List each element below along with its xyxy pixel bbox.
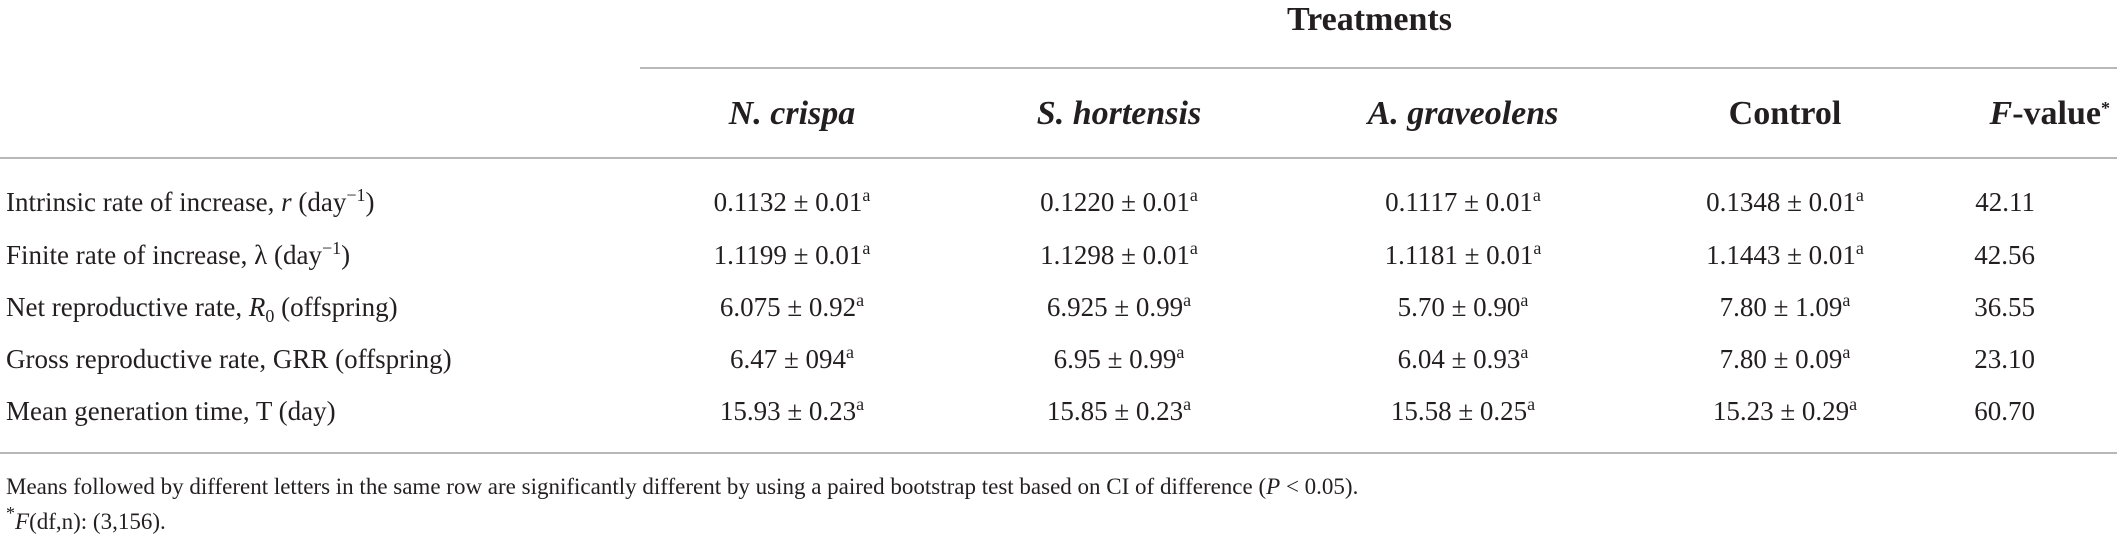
cell-r5-control: 15.23 ± 0.29$^a$: [1712, 394, 1858, 426]
cell-r1-s-hortensis: 0.1220 ± 0.01$^a$: [1040, 185, 1198, 217]
cell-r5-a-graveolens: 15.58 ± 0.25$^a$: [1390, 394, 1536, 426]
row-label-mean-generation-time: Mean generation time, T (day): [6, 396, 336, 426]
cell-r3-s-hortensis: 6.925 ± 0.99$^a$: [1046, 290, 1192, 322]
col-header-a-graveolens: A. graveolens: [1367, 95, 1559, 132]
col-header-n-crispa: N. crispa: [728, 95, 856, 132]
cell-r2-s-hortensis: 1.1298 ± 0.01$^a$: [1040, 238, 1198, 270]
cell-r3-f-value: 36.55: [1974, 292, 2035, 322]
cell-r4-a-graveolens: 6.04 ± 0.93$^a$: [1397, 342, 1529, 374]
cell-r3-n-crispa: 6.075 ± 0.92$^a$: [719, 290, 865, 322]
cell-r3-a-graveolens: 5.70 ± 0.90$^a$: [1397, 290, 1529, 322]
cell-r4-n-crispa: $6.47 \pm 094^a$: [729, 342, 855, 374]
cell-r1-a-graveolens: 0.1117 ± 0.01$^a$: [1385, 185, 1541, 217]
cell-r2-a-graveolens: 1.1181 ± 0.01$^a$: [1384, 238, 1542, 270]
cell-r4-control: 7.80 ± 0.09$^a$: [1719, 342, 1851, 374]
cell-r1-control: 0.1348 ± 0.01$^a$: [1706, 185, 1864, 217]
cell-r5-f-value: 60.70: [1974, 396, 2035, 426]
footnote-f-df: *F(df,n): (3,156).: [6, 503, 166, 534]
row-label-intrinsic-rate: Intrinsic rate of increase, r (day$^{-1}$): [6, 185, 375, 217]
table-bottom-rule: [0, 452, 2117, 454]
header-bottom-rule: [0, 157, 2117, 159]
col-header-f-value: F-value*: [1989, 95, 2110, 132]
row-label-finite-rate: Finite rate of increase, λ (day$^{-1}$): [6, 238, 351, 270]
footnote-significance: Means followed by different letters in the same row are significantly different by using a paired bootstrap test based on CI of difference (P < 0.05).: [6, 474, 1359, 499]
cell-r5-s-hortensis: 15.85 ± 0.23$^a$: [1046, 394, 1192, 426]
row-label-net-reproductive-rate: Net reproductive rate, $R_0$ (offspring): [6, 292, 398, 326]
cell-r1-n-crispa: 0.1132 ± 0.01$^a$: [713, 185, 871, 217]
cell-r1-f-value: 42.11: [1975, 187, 2035, 217]
cell-r2-control: 1.1443 ± 0.01$^a$: [1706, 238, 1864, 270]
cell-r4-f-value: 23.10: [1974, 344, 2035, 374]
cell-r5-n-crispa: 15.93 ± 0.23$^a$: [719, 394, 865, 426]
col-header-s-hortensis: S. hortensis: [1036, 95, 1202, 132]
cell-r3-control: 7.80 ± 1.09$^a$: [1719, 290, 1851, 322]
cell-r2-n-crispa: 1.1199 ± 0.01$^a$: [713, 238, 871, 270]
group-header: Treatments: [1287, 1, 1452, 38]
cell-r4-s-hortensis: 6.95 ± 0.99$^a$: [1053, 342, 1185, 374]
col-header-control: Control: [1728, 95, 1842, 132]
row-label-gross-reproductive-rate: Gross reproductive rate, GRR (offspring): [6, 344, 452, 374]
group-underline: [640, 67, 2117, 69]
cell-r2-f-value: 42.56: [1974, 240, 2035, 270]
